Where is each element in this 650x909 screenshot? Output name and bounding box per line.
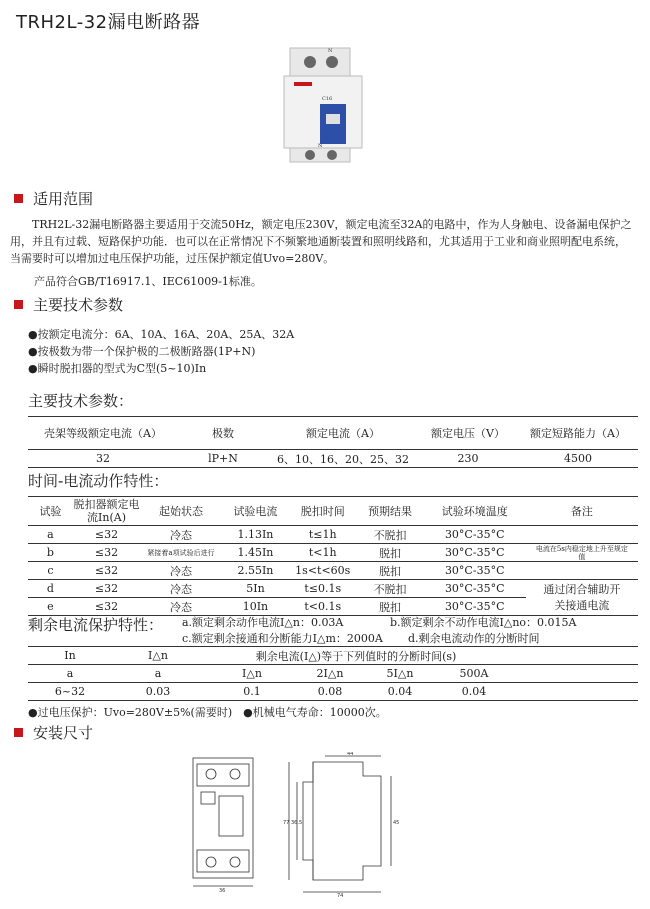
table-cell: 4500 — [564, 452, 592, 465]
page-title: TRH2L-32漏电断路器 — [16, 12, 201, 33]
subheading-time-current: 时间-电流动作特性： — [28, 472, 169, 490]
product-image — [280, 44, 368, 164]
table-header: In — [64, 649, 76, 662]
residual-c: c.额定剩余接通和分断能力I△m：2000A — [182, 632, 383, 645]
table-row: e ≤32 冷态 10In t<0.1s 脱扣 30°C-35°C — [28, 598, 638, 616]
table-header: 预期结果 — [368, 505, 413, 518]
bullet-item: ●按极数为带一个保护极的二极断路器(1P+N) — [28, 345, 256, 358]
table-header: 备注 — [570, 505, 593, 518]
section-marker — [14, 728, 23, 737]
section-scope: 适用范围 — [14, 188, 93, 209]
table-header: 试验电流 — [233, 505, 278, 518]
table-header: 脱扣时间 — [300, 505, 345, 518]
dimension-drawing — [185, 752, 455, 897]
subheading-residual: 剩余电流保护特性： — [28, 616, 164, 634]
table-header: 额定电流（A） — [306, 427, 380, 440]
svg-text:N: N — [328, 48, 333, 54]
scope-paragraph: TRH2L-32漏电断路器主要适用于交流50Hz，额定电压230V，额定电流至32A的电路中，作为人身触电、设备漏电保护之用，并且有过载、短路保护功能．也可以在正常情况下不频繁地通断装置和照明线路和，尤其适用于工业和商业照明配电系统，当需要时可以增加过电压保护功能，过压保护额定值Uvo=280V。 — [10, 218, 632, 265]
section-main-params: 主要技术参数 — [14, 294, 123, 315]
svg-text:N: N — [318, 143, 323, 149]
svg-text:44: 44 — [347, 752, 354, 757]
note-b: 电流在5s内稳定地上升至规定值 — [535, 544, 628, 561]
table-header: 脱扣器额定电流In(A) — [73, 498, 140, 524]
table-header: 起始状态 — [158, 505, 203, 518]
subheading-params: 主要技术参数： — [28, 392, 134, 410]
table-cell: 6、10、16、20、25、32 — [277, 452, 409, 466]
bullet-item: ●瞬时脱扣器的型式为C型(5~10)In — [28, 362, 207, 375]
table-row: c ≤32 冷态 2.55In 1s<t<60s 脱扣 30°C-35°C — [28, 562, 638, 580]
bullet-item: ●按额定电流分：6A、10A、16A、20A、25A、32A — [28, 328, 295, 341]
svg-text:74: 74 — [337, 893, 344, 897]
time-current-table — [28, 496, 638, 616]
table-header: 额定短路能力（A） — [530, 426, 626, 440]
svg-text:C16: C16 — [322, 96, 333, 102]
note-de: 通过闭合辅助开关接通电流 — [543, 582, 621, 612]
scope-standard: 产品符合GB/T16917.1、IEC61009-1标准。 — [34, 275, 262, 288]
residual-b: b.额定剩余不动作电流I△no：0.015A — [390, 616, 577, 629]
table-header: I△n — [148, 649, 168, 662]
residual-d: d.剩余电流动作的分断时间 — [408, 632, 540, 645]
table-cell: 32 — [96, 452, 110, 465]
table-header: 试验 — [39, 505, 62, 518]
params-table — [28, 416, 638, 468]
table-cell: lP+N — [208, 452, 238, 465]
table-header: 剩余电流(I△)等于下列值时的分断时间(s) — [255, 649, 457, 663]
table-row: d ≤32 冷态 5In t≤0.1s 不脱扣 30°C-35°C 通过闭合辅助开关接通电流 — [28, 580, 638, 598]
residual-table: In I△n 剩余电流(I△)等于下列值时的分断时间(s) a a I△n 2I△n 5I△n 500A 6~32 0.03 0.1 0.08 0.04 0.04 — [28, 646, 638, 701]
bullet-list — [28, 326, 294, 377]
table-header: 额定电压（V） — [431, 427, 505, 440]
footer-notes: ●过电压保护：Uvo=280V±5%(需要时) ●机械电气寿命：10000次。 — [28, 706, 387, 719]
table-row: b ≤32 紧接着a项试验后进行 1.45In t<1h 脱扣 30°C-35°C 电流在5s内稳定地上升至规定值 — [28, 544, 638, 562]
table-row: a ≤32 冷态 1.13In t≤1h 不脱扣 30°C-35°C — [28, 526, 638, 544]
table-header: 极数 — [212, 427, 234, 440]
svg-text:36: 36 — [219, 888, 226, 894]
section-marker — [14, 300, 23, 309]
table-cell: 230 — [457, 452, 479, 465]
table-header: 壳架等级额定电流（A） — [44, 426, 162, 440]
svg-text:36.5: 36.5 — [291, 820, 303, 826]
svg-text:45: 45 — [393, 820, 400, 826]
section-install: 安装尺寸 — [14, 722, 93, 743]
table-header: 试验环境温度 — [441, 505, 508, 518]
svg-text:77: 77 — [283, 820, 290, 826]
section-marker — [14, 194, 23, 203]
residual-a: a.额定剩余动作电流I△n：0.03A — [182, 616, 344, 629]
